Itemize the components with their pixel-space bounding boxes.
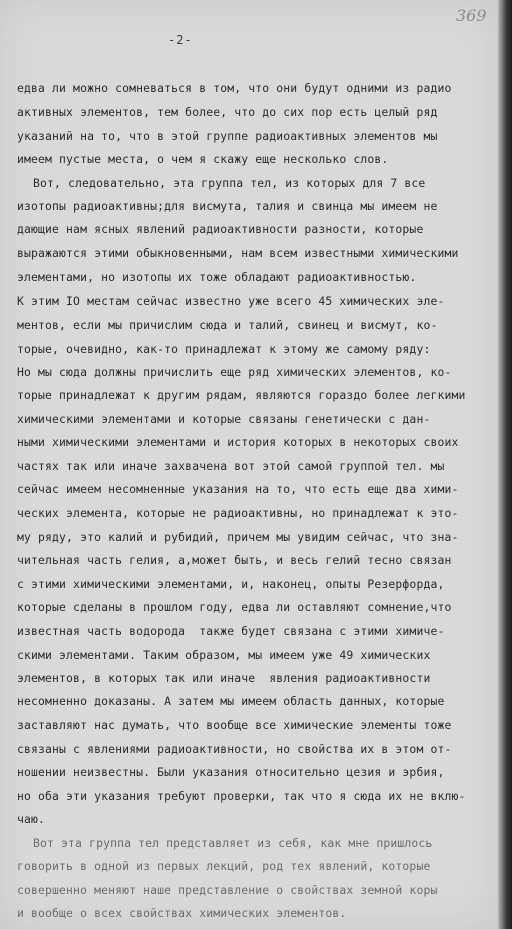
text-line: активных элементов, тем более, что до сих пор есть целый ряд	[17, 105, 438, 119]
text-line: му ряду, это калий и рубидий, причем мы увидим сейчас, что зна-	[17, 530, 459, 544]
archive-page-number: 369	[456, 6, 487, 25]
text-line: изотопы радиоактивны;для висмута, талия и свинца мы имеем не	[17, 199, 438, 213]
text-line: элементов, в которых так или иначе явления радиоактивности	[17, 671, 431, 685]
text-line: частях так или иначе захвачена вот этой самой группой тел. мы	[17, 459, 445, 473]
page-number: -2-	[168, 33, 193, 47]
text-line: ношении неизвестны. Были указания относительно цезия и эрбия,	[17, 765, 445, 779]
text-line: чительная часть гелия, а,может быть, и весь гелий тесно связан	[17, 553, 452, 567]
text-line: ческих элемента, которые не радиоактивны, но принадлежат к это-	[17, 506, 459, 520]
text-line: которые сделаны в прошлом году, едва ли оставляют сомнение,что	[17, 600, 452, 614]
text-line: имеем пустые места, о чем я скажу еще несколько слов.	[17, 152, 389, 166]
text-line: ными химическими элементами и история которых в некоторых своих	[17, 435, 459, 449]
text-line: чаю.	[17, 812, 46, 826]
text-line: торые принадлежат к другим рядам, являются гораздо более легкими	[17, 388, 466, 402]
text-line: выражаются этими обыкновенными, нам всем известными химическими	[17, 246, 459, 260]
text-line: и вообще о всех свойствах химических элементов.	[17, 906, 347, 920]
text-line: но оба эти указания требуют проверки, так что я сюда их не вклю-	[17, 789, 466, 803]
text-line: торые, очевидно, как-то принадлежат к этому же самому ряду:	[17, 342, 431, 356]
text-line: дающие нам ясных явлений радиоактивности разности, которые	[17, 222, 424, 236]
text-line: известная часть водорода также будет связана с этими химиче-	[17, 624, 445, 638]
text-line: ментов, если мы причислим сюда и талий, свинец и висмут, ко-	[17, 318, 438, 332]
text-line: К этим IO местам сейчас известно уже всего 45 химических эле-	[17, 294, 445, 308]
text-line: с этими химическими элементами, и, наконец, опыты Резерфорда,	[17, 577, 445, 591]
page-edge-shadow	[498, 0, 512, 929]
text-line: скими элементами. Таким образом, мы имеем уже 49 химических	[17, 648, 431, 662]
text-line: Вот эта группа тел представляет из себя, как мне пришлось	[33, 836, 433, 850]
text-line: Но мы сюда должны причислить еще ряд химических элементов, ко-	[17, 365, 452, 379]
text-line: несомненно доказаны. А затем мы имеем область данных, которые	[17, 694, 445, 708]
text-line: связаны с явлениями радиоактивности, но свойства их в этом от-	[17, 742, 452, 756]
text-line: элементами, но изотопы их тоже обладают радиоактивностью.	[17, 270, 417, 284]
text-line: совершенно меняют наше представление о свойствах земной коры	[17, 883, 438, 897]
text-line: химическими элементами и которые связаны генетически с дан-	[17, 412, 431, 426]
text-line: заставляют нас думать, что вообще все химические элементы тоже	[17, 718, 452, 732]
text-line: едва ли можно сомневаться в том, что они будут одними из радио	[17, 81, 452, 95]
text-line: говорить в одной из первых лекций, род тех явлений, которые	[17, 859, 431, 873]
text-line: сейчас имеем несомненные указания на то, что есть еще два хими-	[17, 482, 459, 496]
text-line: Вот, следовательно, эта группа тел, из которых для 7 все	[33, 176, 426, 190]
text-line: указаний на то, что в этой группе радиоактивных элементов мы	[17, 129, 438, 143]
